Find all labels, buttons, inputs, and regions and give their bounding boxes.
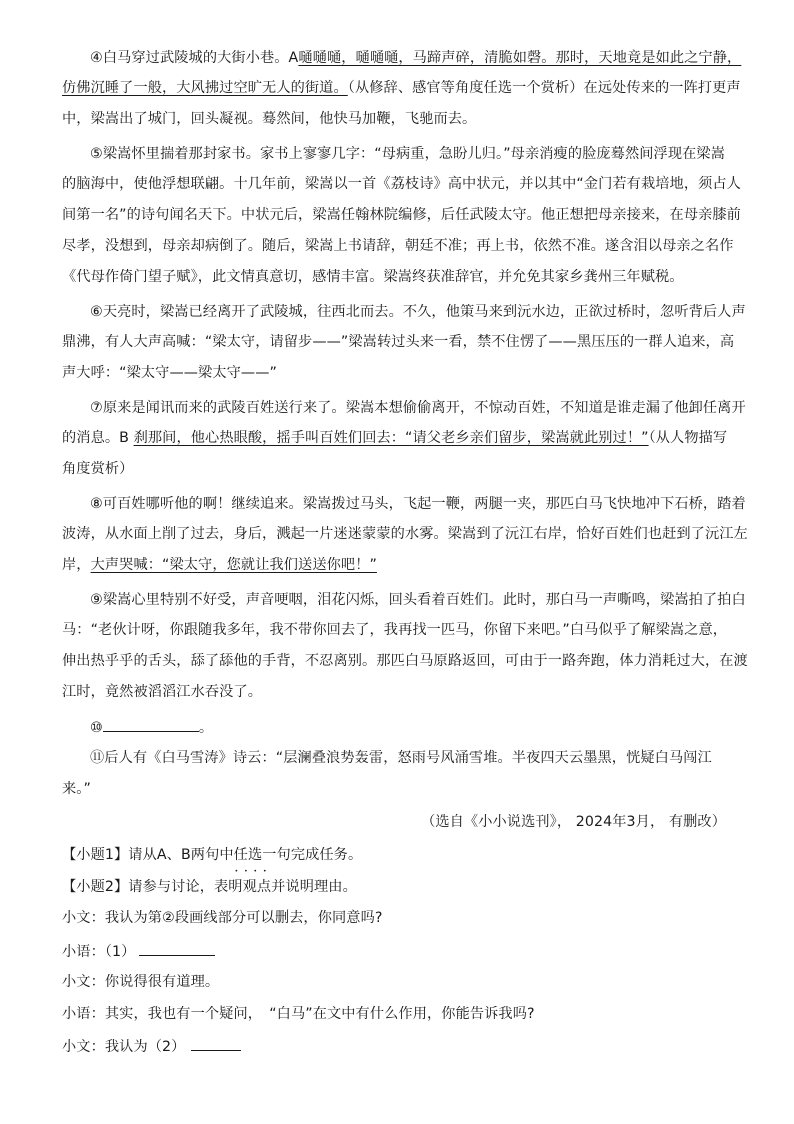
paragraph-4-text: ④白马穿过武陵城的大街小巷。A <box>90 50 299 66</box>
paragraph-9-line-1: ⑨梁嵩心里特别不好受，声音哽咽，泪花闪烁，回头看着百姓们。此时，那白马一声嘶鸣，梁嵩拍了拍白 <box>90 592 746 608</box>
paragraph-10-end: 。 <box>198 720 214 736</box>
paragraph-10-number: ⑩ <box>90 720 103 736</box>
paragraph-5-line-2: 的脑海中，使他浮想联翩。十几年前，梁嵩以一首《荔枝诗》高中状元，并以其中“金门若有栽培地，须占人 <box>62 176 741 192</box>
paragraph-5-line-3: 间第一名”的诗句闻名天下。中状元后，梁嵩任翰林院编修，后任武陵太守。他正想把母亲接来，在母亲膝前 <box>62 207 741 223</box>
answer-blank-2[interactable] <box>191 1036 241 1051</box>
paragraph-4-line-2 <box>62 78 742 98</box>
question-1 <box>62 845 742 865</box>
paragraph-9-line-3: 伸出热乎乎的舌头，舔了舔他的手背，不忍离别。那匹白马原路返回，可由于一路奔跑，体力消耗过大，在渡 <box>62 653 748 669</box>
dialog-line-2 <box>62 941 742 962</box>
paragraph-10-blank[interactable] <box>103 717 199 732</box>
sentence-a-underlined: 嗵嗵嗵，嗵嗵嗵，马蹄声碎，清脆如磬。那时，天地竟是如此之宁静， <box>298 50 742 66</box>
dialog-line-5 <box>62 1036 742 1057</box>
paragraph-4-line-3: 中，梁嵩出了城门，回头凝视。蓦然间，他快马加鞭，飞驰而去。 <box>62 111 477 127</box>
paragraph-9-line-4: 江时，竟然被滔滔江水吞没了。 <box>62 684 263 700</box>
sentence-b-instruction: （从人物描写 <box>648 430 728 446</box>
sentence-a-underlined-cont: 仿佛沉睡了一般，大风拂过空旷无人的街道。 <box>62 80 348 96</box>
paragraph-6-line-1: ⑥天亮时，梁嵩已经离开了武陵城，往西北而去。不久，他策马来到沅水边，正欲过桥时，忽听背后人声 <box>90 304 746 320</box>
paragraph-8-underlined: 大声哭喊：“梁太守，您就让我们送送你吧！” <box>90 557 377 573</box>
paragraph-9-line-2: 马：“老伙计呀，你跟随我多年，我不带你回去了，我再找一匹马，你留下来吧。”白马似乎了解梁嵩之意， <box>62 622 728 638</box>
paragraph-7-text: 的消息。B <box>62 430 134 446</box>
paragraph-7-line-1: ⑦原来是闻讯而来的武陵百姓送行来了。梁嵩本想偷偷离开，不惊动百姓，不知道是谁走漏了他卸任离开 <box>90 400 746 416</box>
question-2: 【小题2】请参与讨论，表明观点并说明理由。 <box>62 879 357 895</box>
paragraph-8-line-3 <box>62 555 742 575</box>
paragraph-6-line-3: 声大呼：“梁太守——梁太守——” <box>62 365 277 381</box>
paragraph-8-text: 岸， <box>62 557 91 573</box>
paragraph-10 <box>90 717 740 738</box>
dialog-line-5-prefix: 小文：我认为（2） <box>62 1039 186 1055</box>
paragraph-11-line-2: 来。” <box>62 781 91 797</box>
answer-blank-1[interactable] <box>139 941 215 956</box>
sentence-a-instruction: （从修辞、感官等角度任选一个赏析）在远处传来的一阵打更声 <box>347 80 741 96</box>
paragraph-8-line-2: 波涛，从水面上削了过去，身后，溅起一片迷迷蒙蒙的水雾。梁嵩到了沅江右岸，恰好百姓们也赶到了沅江左 <box>62 526 748 542</box>
dialog-line-2-prefix: 小语：（1） <box>62 944 136 960</box>
paragraph-7-line-2 <box>62 428 742 448</box>
question-1-emphasis: 任选一句 • • <box>234 847 291 863</box>
question-1-suffix: 完成任务。 <box>290 847 363 863</box>
paragraph-5-line-1: ⑤梁嵩怀里揣着那封家书。家书上寥寥几字：“母病重，急盼儿归。”母亲消瘦的脸庞蓦然间浮现在梁嵩 <box>90 146 725 162</box>
paragraph-7-line-3: 角度赏析） <box>62 461 134 477</box>
dialog-line-4: 小语：其实，我也有一个疑问， “白马”在文中有什么作用，你能告诉我吗? <box>62 1006 535 1022</box>
source-citation: （选自《小小说选刊》， 2024年3月， 有删改） <box>421 814 726 830</box>
paragraph-5-line-4: 尽孝，没想到，母亲却病倒了。随后，梁嵩上书请辞，朝廷不准；再上书，依然不准。遂含泪以母亲之名作 <box>62 238 734 254</box>
question-1-prefix: 【小题1】请从A、B两句中 <box>62 847 234 863</box>
paragraph-8-line-1: ⑧可百姓哪听他的啊！继续追来。梁嵩拨过马头，飞起一鞭，两腿一夹，那匹白马飞快地冲下石桥，踏着 <box>90 496 746 512</box>
paragraph-6-line-2: 鼎沸，有人大声高喊：“梁太守，请留步——”梁嵩转过头来一看，禁不住愣了——黑压压的一群人追来，高 <box>62 334 735 350</box>
dialog-line-1: 小文：我认为第②段画线部分可以删去，你同意吗? <box>62 910 383 926</box>
dialog-line-3: 小文：你说得很有道理。 <box>62 974 220 990</box>
paragraph-4-line-1 <box>90 48 740 68</box>
sentence-b-underlined: 刹那间，他心热眼酸，摇手叫百姓们回去：“请父老乡亲们留步，梁嵩就此别过！” <box>133 430 649 446</box>
paragraph-11-line-1: ⑪后人有《白马雪涛》诗云：“层澜叠浪势轰雷，怒雨号风涌雪堆。半夜四天云墨黑，恍疑白马闯江 <box>90 750 712 766</box>
paragraph-5-line-5: 《代母作倚门望子赋》，此文情真意切，感情丰富。梁嵩终获准辞官，并允免其家乡龚州三年赋税。 <box>62 269 684 285</box>
